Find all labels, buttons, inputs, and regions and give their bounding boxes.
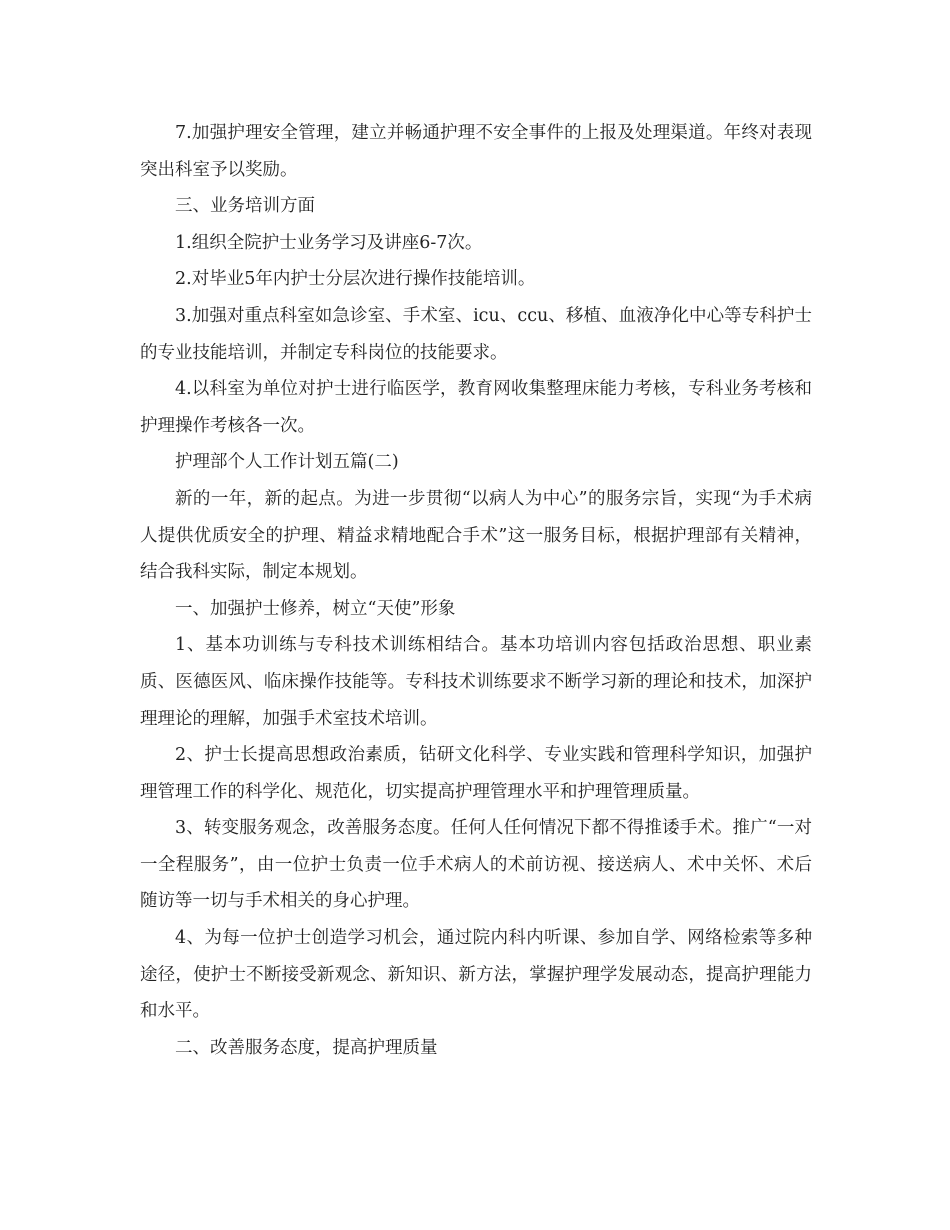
heading-business-training: 三、业务培训方面 bbox=[175, 196, 315, 217]
paragraph-safety-management: 7.加强护理安全管理，建立并畅通护理不安全事件的上报及处理渠道。年终对表现突出科室予以奖励。 bbox=[140, 123, 812, 180]
paragraph-cultivation-item-4: 4、为每一位护士创造学习机会，通过院内科内听课、参加自学、网络检索等多种途径，使护士不断接受新观念、新知识、新方法，掌握护理学发展动态，提高护理能力和水平。 bbox=[140, 928, 812, 1022]
paragraph-cultivation-item-1: 1、基本功训练与专科技术训练相结合。基本功培训内容包括政治思想、职业素质、医德医风、临床操作技能等。专科技术训练要求不断学习新的理论和技术，加深护理理论的理解，加强手术室技术培训。 bbox=[140, 635, 812, 729]
paragraph-cultivation-item-2: 2、护士长提高思想政治素质，钻研文化科学、专业实践和管理科学知识，加强护理管理工作的科学化、规范化，切实提高护理管理水平和护理管理质量。 bbox=[140, 745, 812, 802]
heading-service-attitude: 二、改善服务态度，提高护理质量 bbox=[175, 1037, 438, 1058]
paragraph-training-item-4: 4.以科室为单位对护士进行临医学，教育网收集整理床能力考核，专科业务考核和护理操作考核各一次。 bbox=[140, 379, 812, 436]
section-title-plan-two: 护理部个人工作计划五篇(二) bbox=[175, 452, 399, 473]
paragraph-introduction: 新的一年，新的起点。为进一步贯彻“以病人为中心”的服务宗旨，实现“为手术病人提供优质安全的护理、精益求精地配合手术”这一服务目标，根据护理部有关精神，结合我科实际，制定本规划。 bbox=[140, 488, 812, 583]
document-body bbox=[140, 115, 812, 1066]
paragraph-cultivation-item-3: 3、转变服务观念，改善服务态度。任何人任何情况下都不得推诿手术。推广“一对一全程服务”，由一位护士负责一位手术病人的术前访视、接送病人、术中关怀、术后随访等一切与手术相关的身心护理。 bbox=[140, 818, 812, 912]
paragraph-training-item-1: 1.组织全院护士业务学习及讲座6-7次。 bbox=[175, 232, 483, 253]
paragraph-training-item-3: 3.加强对重点科室如急诊室、手术室、icu、ccu、移植、血液净化中心等专科护士的专业技能培训，并制定专科岗位的技能要求。 bbox=[140, 305, 812, 363]
heading-nurse-cultivation: 一、加强护士修养，树立“天使”形象 bbox=[175, 598, 456, 619]
paragraph-training-item-2: 2.对毕业5年内护士分层次进行操作技能培训。 bbox=[175, 269, 536, 290]
